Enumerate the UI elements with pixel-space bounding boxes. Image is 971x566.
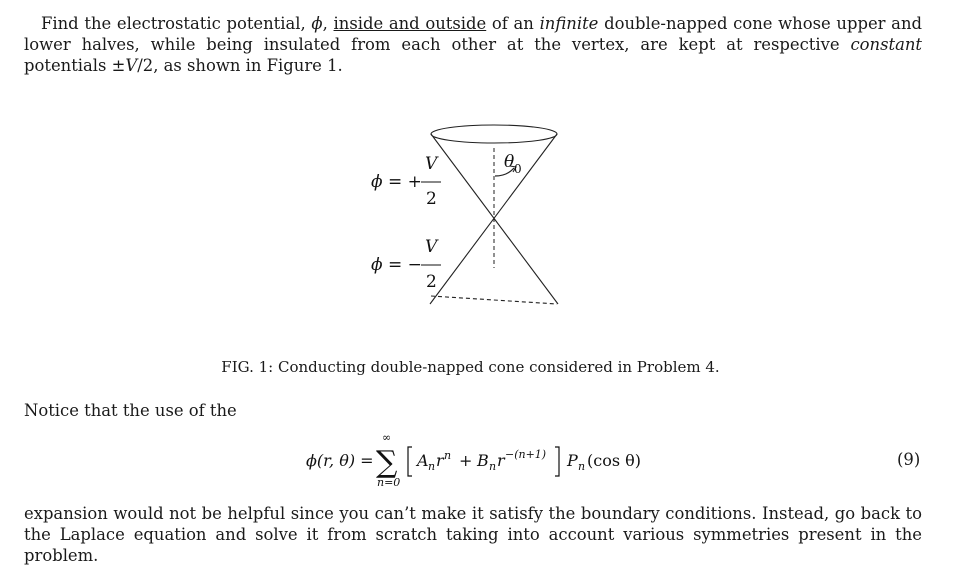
lower-cone-rim-front — [430, 304, 558, 309]
exp-neg: −(n+1) — [505, 448, 547, 461]
upper-cone-rim — [431, 125, 557, 143]
theta-subscript: 0 — [514, 162, 522, 176]
equation-number: (9) — [897, 450, 921, 469]
var-r-1: r — [436, 451, 444, 470]
coef-A-sub: n — [428, 460, 436, 473]
upper-potential-numerator: V — [425, 154, 438, 174]
plus-sign: + — [459, 451, 473, 470]
lower-cone-rim-back — [431, 296, 557, 304]
coef-B-sub: n — [489, 460, 497, 473]
problem-statement: Find the electrostatic potential, ϕ, inside and outside of an infinite double-napped cone whose upper and lower halves, while being insulated from each other at the vertex, are kept at respective constant potentials ±V/2, as shown in Figure 1. — [24, 14, 922, 75]
theta-label: θ — [504, 152, 515, 172]
closing-text: expansion would not be helpful since you can’t make it satisfy the boundary conditions. Instead, go back to the Laplace equation and solve it from scratch taking into account various symmetries present in the problem. — [24, 504, 922, 565]
underlined-phrase: inside and outside — [333, 14, 487, 33]
sum-lower-limit: n=0 — [377, 476, 401, 489]
cone-figure — [355, 118, 585, 323]
lead-in-text: Notice that the use of the — [24, 401, 237, 420]
var-r-2: r — [497, 451, 505, 470]
sum-sign: ∑ — [376, 445, 398, 480]
legendre-P: P — [567, 451, 578, 470]
upper-potential-denominator: 2 — [426, 189, 437, 209]
equation-9 — [300, 428, 720, 494]
coef-A: A — [417, 451, 429, 470]
lower-potential-numerator: V — [425, 237, 438, 257]
eq-lhs: ϕ(r, θ) = — [306, 451, 374, 470]
figure-caption: FIG. 1: Conducting double-napped cone considered in Problem 4. — [221, 358, 720, 376]
left-bracket — [408, 447, 412, 476]
coef-B: B — [477, 451, 489, 470]
right-bracket — [555, 447, 559, 476]
lower-potential-lhs: ϕ = − — [371, 255, 422, 275]
legendre-arg: (cos θ) — [587, 451, 642, 470]
legendre-sub: n — [578, 460, 586, 473]
exp-n: n — [444, 449, 452, 462]
sum-upper-limit: ∞ — [382, 431, 392, 444]
lower-potential-denominator: 2 — [426, 272, 437, 292]
upper-potential-lhs: ϕ = + — [371, 172, 422, 192]
